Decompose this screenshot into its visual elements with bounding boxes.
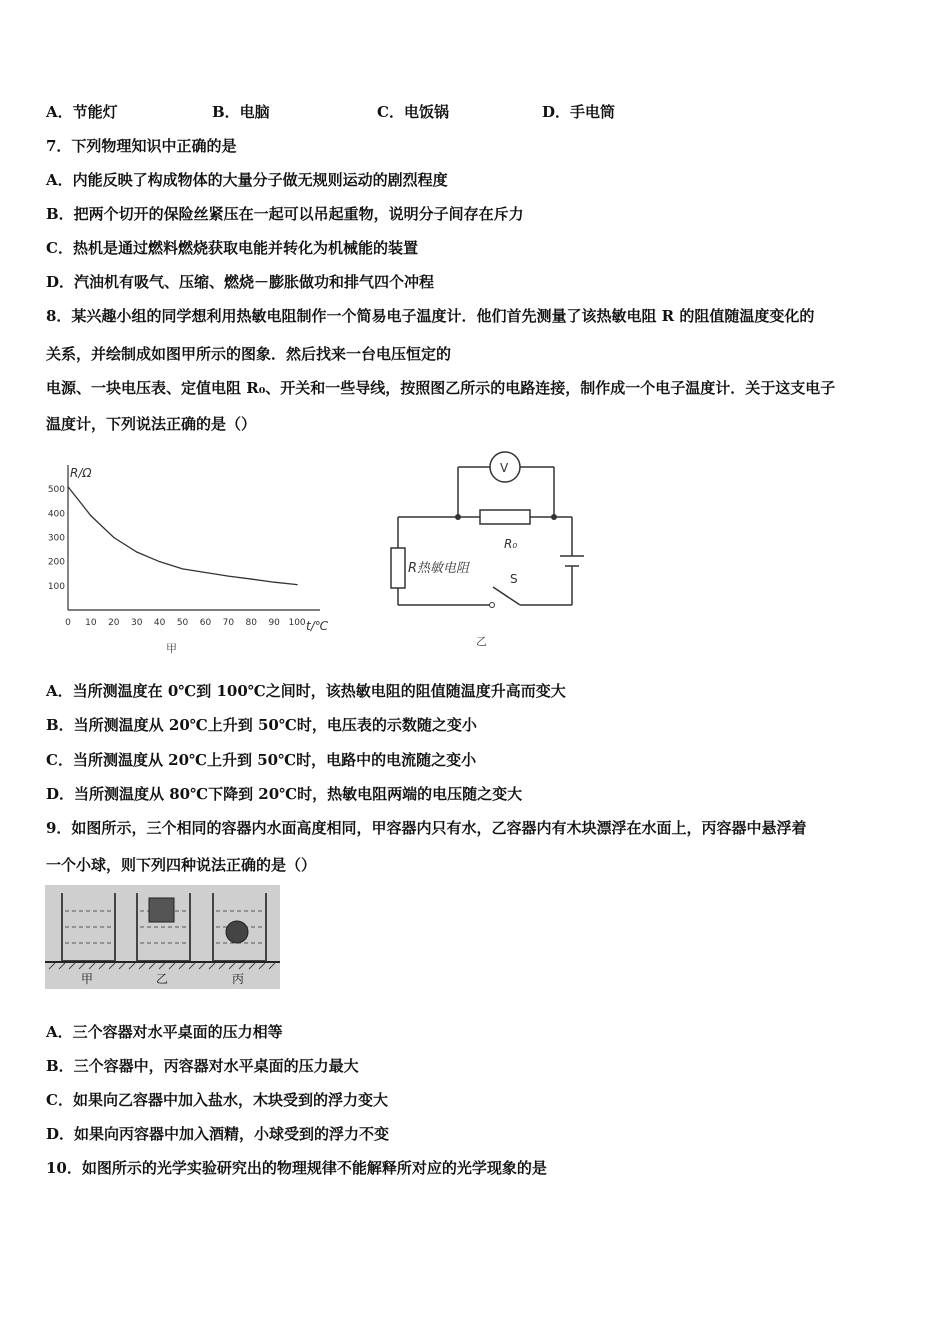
graph-data-point bbox=[182, 568, 183, 569]
q9-option-d: D．如果向丙容器中加入酒精，小球受到的浮力不变 bbox=[46, 1125, 390, 1143]
graph-y-tick-label: 400 bbox=[47, 509, 65, 520]
voltmeter-label: V bbox=[500, 461, 509, 475]
q9-option-c: C．如果向乙容器中加入盐水，木块受到的浮力变大 bbox=[46, 1091, 388, 1109]
resistor-r0-symbol bbox=[480, 510, 530, 524]
graph-data-point bbox=[205, 572, 206, 573]
graph-data-point bbox=[67, 486, 68, 487]
q6-option-d: D．手电筒 bbox=[542, 103, 616, 121]
graph-y-label: R/Ω bbox=[70, 466, 92, 480]
switch-pivot bbox=[490, 603, 495, 608]
graph-x-tick-label: 80 bbox=[245, 618, 257, 628]
q7-option-c: C．热机是通过燃料燃烧获取电能并转化为机械能的装置 bbox=[46, 239, 418, 257]
q6-option-b: B．电脑 bbox=[212, 103, 270, 121]
suspended-ball bbox=[226, 921, 248, 943]
graph-x-tick-label: 20 bbox=[108, 618, 120, 628]
graph-data-point bbox=[296, 584, 297, 585]
graph-data-point bbox=[90, 515, 91, 516]
containers-figure bbox=[45, 885, 280, 989]
graph-x-tick-label: 90 bbox=[268, 618, 280, 628]
q7-option-d: D．汽油机有吸气、压缩、燃烧－膨胀做功和排气四个冲程 bbox=[46, 273, 435, 291]
container-label-jia: 甲 bbox=[81, 972, 94, 986]
circuit-diagram bbox=[380, 450, 600, 650]
graph-data-point bbox=[274, 582, 275, 583]
q6-option-c: C．电饭锅 bbox=[377, 103, 449, 121]
graph-y-tick-label: 300 bbox=[47, 533, 65, 544]
graph-data-point bbox=[228, 576, 229, 577]
graph-x-tick-label: 10 bbox=[85, 618, 97, 628]
graph-x-tick-label: 70 bbox=[222, 618, 235, 628]
q8-stem-line-4: 温度计，下列说法正确的是（） bbox=[46, 415, 257, 433]
graph-x-tick-label: 50 bbox=[176, 618, 189, 628]
graph-data-point bbox=[159, 561, 160, 562]
graph-data-point bbox=[113, 537, 114, 538]
q10-stem: 10．如图所示的光学实验研究出的物理规律不能解释所对应的光学现象的是 bbox=[46, 1159, 547, 1177]
q7-option-b: B．把两个切开的保险丝紧压在一起可以吊起重物，说明分子间存在斥力 bbox=[46, 205, 524, 223]
r0-label: R₀ bbox=[504, 537, 518, 551]
switch-label: S bbox=[510, 572, 518, 586]
q7-option-a: A．内能反映了构成物体的大量分子做无规则运动的剧烈程度 bbox=[46, 171, 448, 189]
junction-right bbox=[551, 514, 557, 520]
graph-x-tick-label: 30 bbox=[131, 618, 143, 628]
circuit-caption: 乙 bbox=[476, 635, 487, 648]
q8-stem-line-3: 电源、一块电压表、定值电阻 R₀、开关和一些导线，按照图乙所示的电路连接，制作成一个电子温度计．关于这支电子 bbox=[46, 379, 836, 397]
q8-stem-line-1: 8．某兴趣小组的同学想利用热敏电阻制作一个简易电子温度计．他们首先测量了该热敏电阻 R 的阻值随温度变化的 bbox=[46, 307, 815, 325]
thermistor-graph bbox=[40, 455, 340, 655]
q9-option-a: A．三个容器对水平桌面的压力相等 bbox=[46, 1023, 283, 1041]
q6-option-a: A．节能灯 bbox=[46, 103, 118, 121]
graph-x-label: t/℃ bbox=[306, 619, 329, 633]
graph-x-tick-label: 0 bbox=[65, 618, 71, 628]
graph-y-tick-label: 200 bbox=[47, 557, 65, 568]
graph-x-tick-label: 60 bbox=[199, 618, 212, 628]
thermistor-label: R热敏电阻 bbox=[408, 561, 470, 576]
graph-data-point bbox=[251, 578, 252, 579]
q8-option-d: D．当所测温度从 80℃下降到 20℃时，热敏电阻两端的电压随之变大 bbox=[46, 785, 523, 803]
graph-x-tick-label: 100 bbox=[288, 618, 306, 628]
graph-y-tick-label: 100 bbox=[47, 581, 65, 592]
q7-stem: 7．下列物理知识中正确的是 bbox=[46, 137, 237, 155]
graph-data-point bbox=[136, 551, 137, 552]
container-label-yi: 乙 bbox=[156, 972, 169, 986]
q8-option-a: A．当所测温度在 0℃到 100℃之间时，该热敏电阻的阻值随温度升高而变大 bbox=[46, 682, 566, 700]
junction-left bbox=[455, 514, 461, 520]
q8-option-b: B．当所测温度从 20℃上升到 50℃时，电压表的示数随之变小 bbox=[46, 716, 477, 734]
switch-lever bbox=[493, 587, 520, 605]
q8-stem-line-2: 关系，并绘制成如图甲所示的图象．然后找来一台电压恒定的 bbox=[46, 345, 452, 363]
q9-stem-line-1: 9．如图所示，三个相同的容器内水面高度相同，甲容器内只有水，乙容器内有木块漂浮在水面上，丙容器中悬浮着 bbox=[46, 819, 807, 837]
q8-option-c: C．当所测温度从 20℃上升到 50℃时，电路中的电流随之变小 bbox=[46, 751, 477, 769]
graph-x-tick-label: 40 bbox=[153, 618, 166, 628]
container-label-bing: 丙 bbox=[232, 972, 245, 986]
thermistor-symbol bbox=[391, 548, 405, 588]
q9-option-b: B．三个容器中，丙容器对水平桌面的压力最大 bbox=[46, 1057, 359, 1075]
q9-stem-line-2: 一个小球，则下列四种说法正确的是（） bbox=[46, 856, 317, 874]
graph-series-line bbox=[68, 487, 297, 585]
wood-block bbox=[149, 898, 174, 922]
graph-y-tick-label: 500 bbox=[47, 485, 65, 496]
graph-caption: 甲 bbox=[166, 642, 177, 655]
